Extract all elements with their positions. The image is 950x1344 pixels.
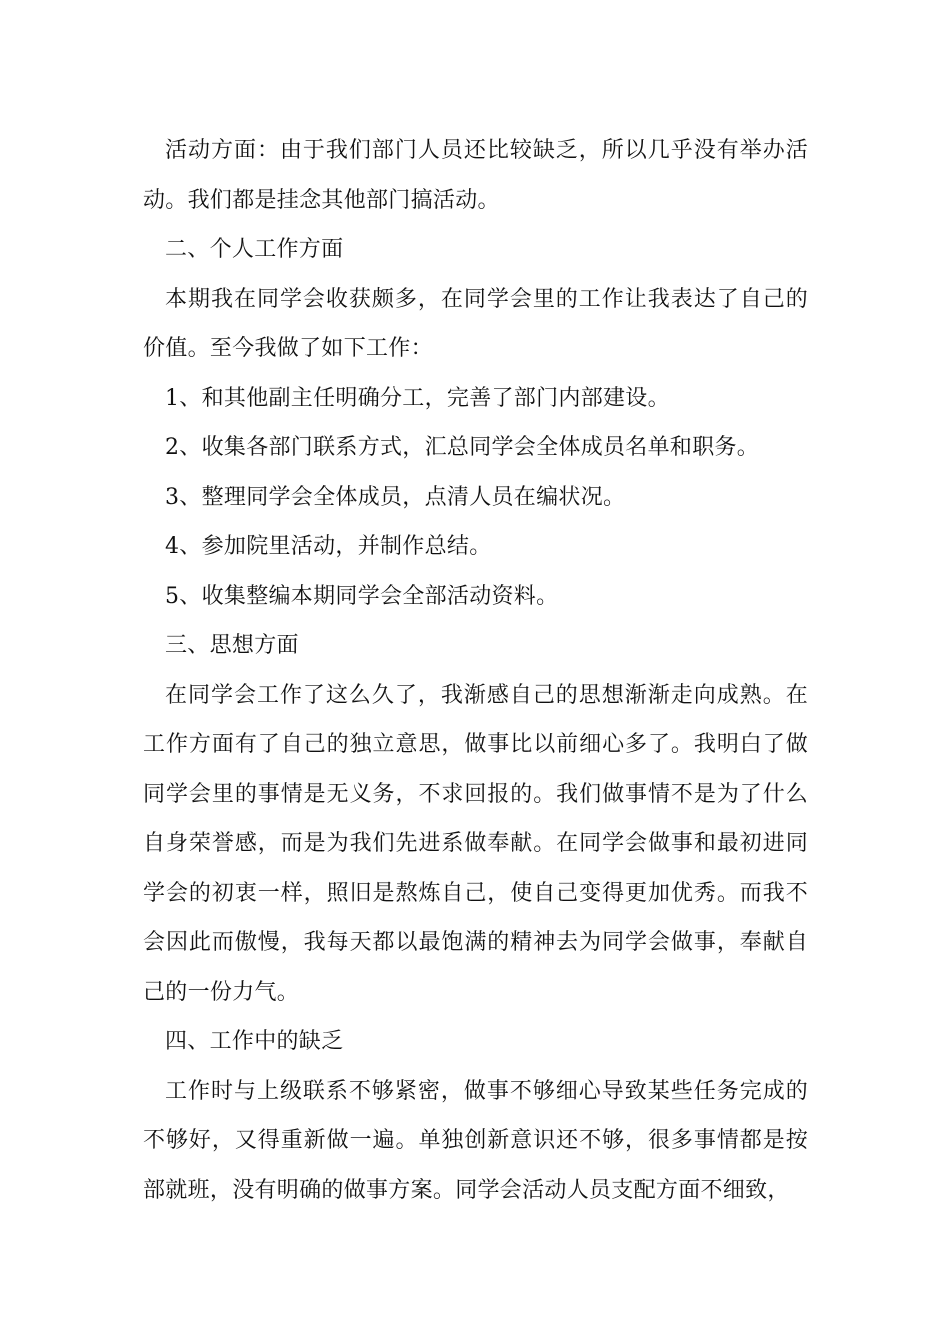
list-item-2: 2、收集各部门联系方式，汇总同学会全体成员名单和职务。	[165, 435, 760, 460]
list-item-4: 4、参加院里活动，并制作总结。	[165, 534, 492, 559]
document-body	[143, 126, 808, 1215]
paragraph-shortcomings: 工作时与上级联系不够紧密，做事不够细心导致某些任务完成的不够好，又得重新做一遍。单独创新意识还不够，很多事情都是按部就班，没有明确的做事方案。同学会活动人员支配方面不细致，	[143, 1078, 808, 1203]
paragraph-personal-work-intro: 本期我在同学会收获颇多，在同学会里的工作让我表达了自己的价值。至今我做了如下工作：	[143, 286, 808, 361]
section-heading-thoughts: 三、思想方面	[165, 633, 299, 658]
list-item-1: 1、和其他副主任明确分工，完善了部门内部建设。	[165, 385, 670, 411]
list-item-5: 5、收集整编本期同学会全部活动资料。	[165, 583, 559, 609]
list-item-3: 3、整理同学会全体成员，点清人员在编状况。	[165, 484, 626, 510]
paragraph-activities: 活动方面：由于我们部门人员还比较缺乏，所以几乎没有举办活动。我们都是挂念其他部门搞活动。	[143, 138, 808, 213]
section-heading-shortcomings: 四、工作中的缺乏	[165, 1029, 344, 1054]
paragraph-thoughts: 在同学会工作了这么久了，我渐感自己的思想渐渐走向成熟。在工作方面有了自己的独立意思，做事比以前细心多了。我明白了做同学会里的事情是无义务，不求回报的。我们做事情不是为了什么自身荣誉感，而是为我们先进系做奉献。在同学会做事和最初进同学会的初衷一样，照旧是熬炼自己，使自己变得更加优秀。而我不会因此而傲慢，我每天都以最饱满的精神去为同学会做事，奉献自己的一份力气。	[143, 682, 808, 1005]
section-heading-personal-work: 二、个人工作方面	[165, 237, 344, 262]
